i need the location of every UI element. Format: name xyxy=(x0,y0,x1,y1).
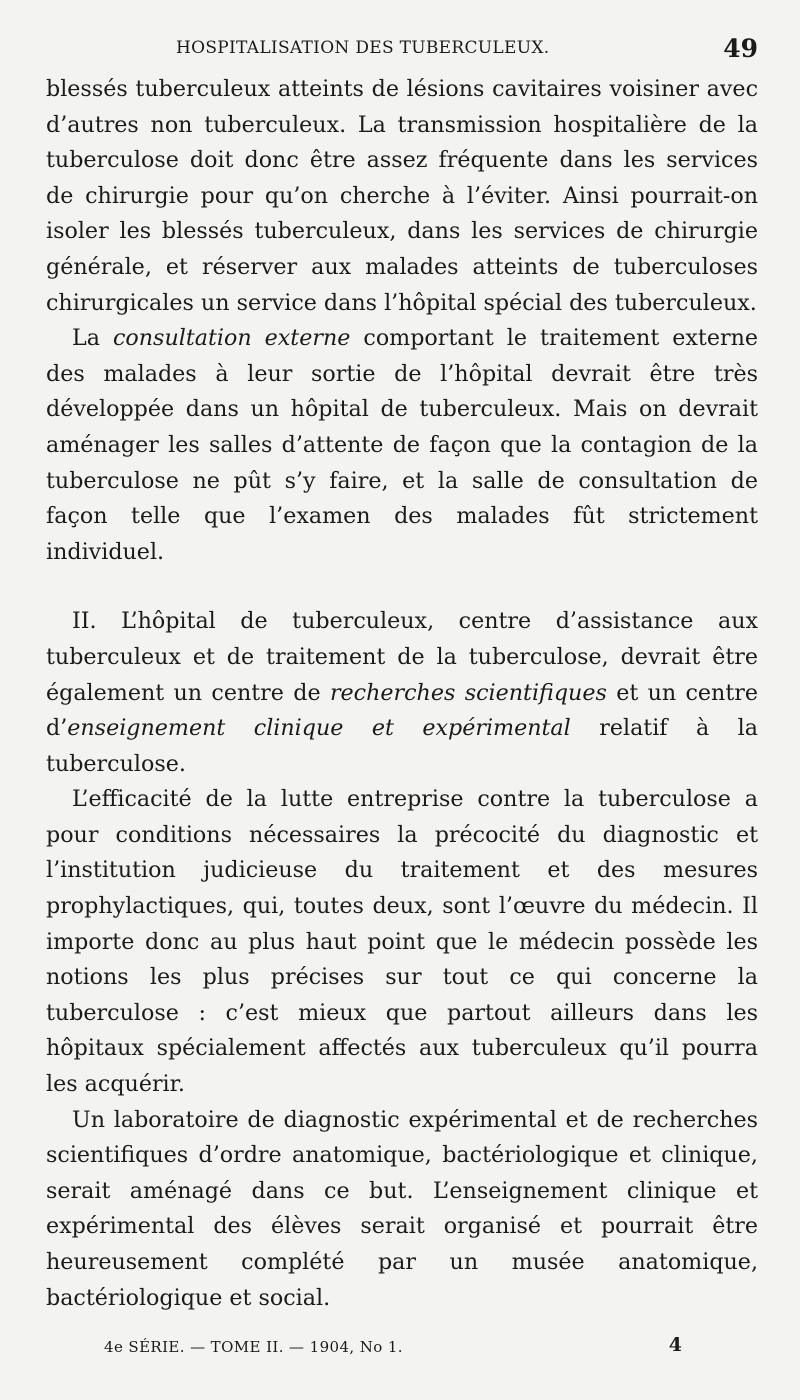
page-header xyxy=(46,34,758,64)
paragraph-2-intro: La xyxy=(72,325,113,352)
paragraph-3 xyxy=(46,604,758,782)
paragraph-1: blessés tuberculeux atteints de lésions cavitaires voisiner avec d’autres non tuberculeux. La transmission hospitalière de la tuberculose doit donc être assez fréquente dans les services de chirurgie pour qu’on cherche à l’éviter. Ainsi pourrait-on isoler les blessés tuberculeux, dans les services de chirurgie générale, et réserver aux malades atteints de tuberculoses chirurgicales un service dans l’hôpital spécial des tuberculeux. xyxy=(46,76,758,316)
paragraph-2 xyxy=(46,321,758,570)
emphasis-recherches-scientifiques: recherches scientifiques xyxy=(329,679,607,706)
paragraph-2-text: comportant le traitement externe des malades à leur sortie de l’hôpital devrait être très développée dans un hôpital de tuberculeux. Mais on devrait aménager les salles d’attente de façon que la contagion de la tuberculose ne pût s’y faire, et la salle de consultation de façon telle que l’examen des malades fût strictement individuel. xyxy=(46,325,759,565)
emphasis-consultation-externe: consultation externe xyxy=(112,325,351,352)
body-text xyxy=(46,72,758,1316)
page-number: 49 xyxy=(723,34,758,63)
running-title: HOSPITALISATION DES TUBERCULEUX. xyxy=(176,38,550,58)
paragraph-5: Un laboratoire de diagnostic expérimental et de recherches scientifiques d’ordre anatomique, bactériologique et clinique, serait aménagé dans ce but. L’enseignement clinique et expérimental des élèves serait organisé et pourrait être heureusement complété par un musée anatomique, bactériologique et social. xyxy=(46,1106,758,1311)
paragraph-3-part-c: relatif à la tuberculose. xyxy=(46,715,759,777)
signature-line: 4e SÉRIE. — TOME II. — 1904, No 1. xyxy=(104,1338,403,1356)
emphasis-enseignement: enseignement clinique et expérimental xyxy=(67,715,571,742)
signature-mark: 4 xyxy=(668,1334,682,1356)
page-footer xyxy=(104,1334,682,1362)
paragraph-3-part-b: et un centre d’ xyxy=(46,679,758,742)
paragraph-4: L’efficacité de la lutte entreprise contre la tuberculose a pour conditions nécessaires la précocité du diagnostic et l’institution judicieuse du traitement et des mesures prophylactiques, qui, toutes deux, sont l’œuvre du médecin. Il importe donc au plus haut point que le médecin possède les notions les plus précises sur tout ce qui concerne la tuberculose : c’est mieux que partout ailleurs dans les hôpitaux spécialement affectés aux tuberculeux qu’il pourra les acquérir. xyxy=(46,786,758,1098)
paragraph-3-part-a: II. L’hôpital de tuberculeux, centre d’assistance aux tuberculeux et de traitement de la tuberculose, devrait être également un centre de xyxy=(46,608,758,706)
